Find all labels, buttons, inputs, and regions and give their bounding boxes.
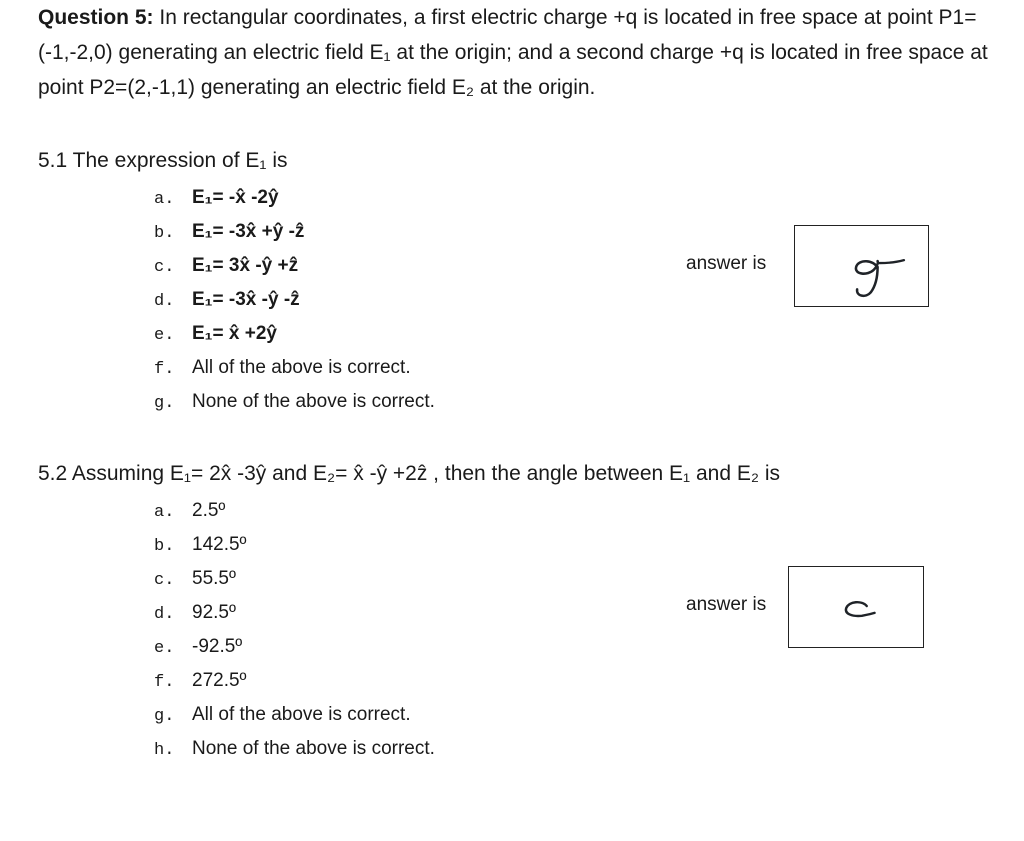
q1-option-a: [154, 181, 435, 215]
q1-option-c: [154, 249, 435, 283]
option-text: E₁= 3x̂ -ŷ +ẑ: [192, 255, 299, 276]
q1-option-f: [154, 351, 435, 385]
option-letter: f.: [154, 360, 175, 379]
option-text: 142.5º: [192, 534, 247, 555]
option-letter: a.: [154, 503, 175, 522]
q2-heading: 5.2 Assuming E₁= 2x̂ -3ŷ and E₂= x̂ -ŷ +2ẑ , then the angle between E₁ and E₂ is: [38, 462, 780, 485]
option-letter: g.: [154, 394, 175, 413]
question-title: Question 5:: [38, 6, 154, 29]
q2-option-d: [154, 596, 435, 630]
q2-option-c: [154, 562, 435, 596]
q1-option-b: [154, 215, 435, 249]
q2-handwritten-answer: [789, 567, 923, 647]
q2-options: [154, 494, 435, 766]
q1-handwritten-answer: [795, 226, 928, 306]
option-text: 55.5º: [192, 568, 236, 589]
option-text: None of the above is correct.: [192, 391, 435, 412]
option-letter: e.: [154, 639, 175, 658]
option-text: E₁= x̂ +2ŷ: [192, 323, 277, 344]
q2-option-h: [154, 732, 435, 766]
option-letter: e.: [154, 326, 175, 345]
option-text: All of the above is correct.: [192, 704, 411, 725]
q2-answer-label: answer is: [686, 594, 767, 615]
option-text: E₁= -3x̂ -ŷ -ẑ: [192, 289, 300, 310]
option-letter: c.: [154, 258, 175, 277]
q1-option-g: [154, 385, 435, 419]
option-text: -92.5º: [192, 636, 243, 657]
q1-answer-box[interactable]: [794, 225, 929, 307]
option-letter: g.: [154, 707, 175, 726]
option-text: 272.5º: [192, 670, 247, 691]
option-text: All of the above is correct.: [192, 357, 411, 378]
option-letter: d.: [154, 292, 175, 311]
option-letter: h.: [154, 741, 175, 760]
option-letter: a.: [154, 190, 175, 209]
option-text: 2.5º: [192, 500, 226, 521]
option-letter: b.: [154, 537, 175, 556]
q1-options: [154, 181, 435, 419]
option-text: E₁= -3x̂ +ŷ -ẑ: [192, 221, 305, 242]
option-text: None of the above is correct.: [192, 738, 435, 759]
option-letter: c.: [154, 571, 175, 590]
q2-option-f: [154, 664, 435, 698]
q1-heading: 5.1 The expression of E₁ is: [38, 149, 288, 172]
option-letter: f.: [154, 673, 175, 692]
q1-option-d: [154, 283, 435, 317]
q1-option-e: [154, 317, 435, 351]
q2-option-e: [154, 630, 435, 664]
option-letter: b.: [154, 224, 175, 243]
question-intro: [38, 0, 998, 105]
question-text: In rectangular coordinates, a first electric charge +q is located in free space at point P1=(-1,-2,0) generating an electric field E₁ at the origin; and a second charge +q is located in free space at point P2=(2,-1,1) generating an electric field E₂ at the origin.: [38, 6, 988, 99]
option-text: 92.5º: [192, 602, 236, 623]
option-text: E₁= -x̂ -2ŷ: [192, 187, 279, 208]
q2-option-g: [154, 698, 435, 732]
q1-answer-label: answer is: [686, 253, 767, 274]
q2-answer-box[interactable]: [788, 566, 924, 648]
q2-option-b: [154, 528, 435, 562]
option-letter: d.: [154, 605, 175, 624]
q2-option-a: [154, 494, 435, 528]
